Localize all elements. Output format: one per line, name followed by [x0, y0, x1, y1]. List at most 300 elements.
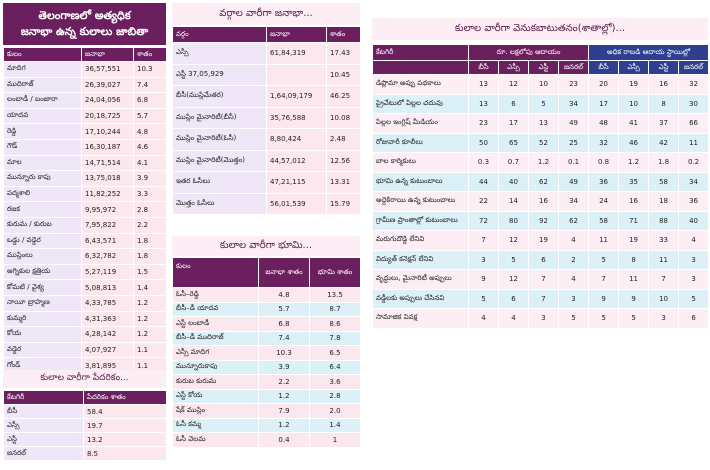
table-cell: 8.5 — [84, 447, 167, 461]
table-cell: 11,82,252 — [82, 186, 134, 202]
table-cell: జనరల్ — [4, 447, 84, 461]
table-cell: ముస్లిం మైనారిటీ(బీసీ) — [173, 107, 267, 129]
table-cell: 71 — [619, 211, 649, 231]
table-cell: 23 — [469, 114, 499, 134]
table-cell: 36 — [589, 172, 619, 192]
table-cell: షేక్ ముస్లిం — [173, 404, 259, 419]
table-cell: 12 — [499, 270, 529, 290]
land-panel — [172, 236, 360, 470]
table-row — [173, 375, 361, 390]
table-cell: 10.45 — [327, 64, 361, 86]
table-cell: 24,04,056 — [82, 93, 134, 109]
table-cell: 7.4 — [134, 77, 167, 93]
table-cell: మున్నూరు కాపు — [4, 171, 82, 187]
table-cell: 58.4 — [84, 405, 167, 419]
table-cell: 0.4 — [259, 433, 310, 448]
table-row — [373, 250, 709, 270]
table-cell: 4 — [559, 231, 589, 251]
table-cell: 5,08,813 — [82, 280, 134, 296]
table-cell: 4.6 — [134, 139, 167, 155]
table-cell: 12 — [499, 231, 529, 251]
table-cell — [267, 64, 327, 86]
table-cell: 11 — [619, 270, 649, 290]
table-row — [173, 360, 361, 375]
table-row — [373, 270, 709, 290]
table-cell: 19 — [619, 231, 649, 251]
table-row — [4, 249, 167, 265]
table-cell: 46 — [619, 133, 649, 153]
table-row — [4, 433, 167, 447]
table-cell: 1.2 — [134, 295, 167, 311]
table-cell: 7.9 — [259, 404, 310, 419]
table-row — [4, 77, 167, 93]
table-cell: కోయ — [4, 327, 82, 343]
table-cell: 6,32,782 — [82, 249, 134, 265]
table-cell: 4 — [499, 309, 529, 329]
table-cell: 49 — [559, 172, 589, 192]
table-cell: 3.6 — [310, 375, 361, 390]
table-cell: రోజువారీ కూలీలు — [373, 133, 469, 153]
table-cell: కురుబ కురుమ — [173, 375, 259, 390]
table-cell: 44 — [469, 172, 499, 192]
table-cell: 5 — [589, 250, 619, 270]
table-cell: 6,43,571 — [82, 233, 134, 249]
table-cell: 10.08 — [327, 107, 361, 129]
table-cell: 19 — [619, 75, 649, 95]
table-cell: 35 — [619, 172, 649, 192]
table-cell: ఎస్టీ కోయ — [173, 389, 259, 404]
table-cell: 25 — [559, 133, 589, 153]
table-cell: 62 — [529, 172, 559, 192]
table-cell: 12 — [499, 75, 529, 95]
table-row — [4, 280, 167, 296]
table-cell: 42 — [649, 133, 679, 153]
table-cell: ఓసీ కమ్మ — [173, 418, 259, 433]
table-cell: 1.2 — [259, 389, 310, 404]
table-row — [173, 302, 361, 317]
table-cell: 20,18,725 — [82, 108, 134, 124]
table-cell: 5 — [559, 309, 589, 329]
table-row — [373, 309, 709, 329]
table-cell: 40 — [499, 172, 529, 192]
table-cell: 13.2 — [84, 433, 167, 447]
table-cell: ఎస్సీ — [4, 419, 84, 433]
table-cell: ఎస్టీ 37,05,929 — [173, 64, 267, 86]
table-row — [4, 295, 167, 311]
table-cell: గోండ్ — [4, 358, 82, 374]
table-cell: 4.1 — [134, 155, 167, 171]
table-cell: 16 — [649, 75, 679, 95]
table-cell: 7 — [589, 270, 619, 290]
table-cell: 4,28,142 — [82, 327, 134, 343]
table-cell: 1.4 — [134, 280, 167, 296]
table-cell: గ్రామీణ ప్రాంతాల్లో కుటుంబాలు — [373, 211, 469, 231]
land-title: కులాల వారీగా భూమి... — [172, 236, 360, 256]
table-cell: 24 — [589, 192, 619, 212]
table-cell: 1.4 — [310, 418, 361, 433]
table-cell: ప్రైవేటులో పిల్లల చదువు — [373, 94, 469, 114]
table-cell: 4.8 — [134, 124, 167, 140]
table-cell: 2.48 — [327, 129, 361, 151]
table-cell: 18 — [649, 192, 679, 212]
table-cell: 66 — [679, 114, 709, 134]
column-subheader: జనరల్ — [679, 61, 709, 75]
table-cell: 8 — [649, 94, 679, 114]
table-cell: నాయీ బ్రాహ్మణ — [4, 295, 82, 311]
table-cell: కుమ్మరి — [4, 311, 82, 327]
table-cell: వృద్ధులు, మైనారిటీ అప్పులు — [373, 270, 469, 290]
column-header: జనాభా — [82, 48, 134, 62]
table-cell: 1.2 — [134, 327, 167, 343]
table-row — [4, 93, 167, 109]
table-cell: 34 — [559, 192, 589, 212]
table-cell: 14 — [499, 192, 529, 212]
column-subheader: జనరల్ — [559, 61, 589, 75]
table-cell: 13 — [469, 94, 499, 114]
table-cell: 32 — [679, 75, 709, 95]
table-cell: 1.5 — [134, 264, 167, 280]
table-cell: ఇతర ఓసీలు — [173, 172, 267, 194]
table-cell: 0.7 — [499, 153, 529, 173]
table-cell: బీసీ–డీ ముదిరాజ్ — [173, 331, 259, 346]
column-header: కులం — [173, 258, 259, 288]
table-cell: రెడ్డి — [4, 124, 82, 140]
column-subheader: బీసీ — [589, 61, 619, 75]
table-cell: పిల్లల ఇంగ్లిష్ మీడియం — [373, 114, 469, 134]
table-row — [373, 94, 709, 114]
table-row — [173, 404, 361, 419]
table-cell: 30 — [679, 94, 709, 114]
table-row — [4, 264, 167, 280]
table-cell: 0.3 — [469, 153, 499, 173]
column-subheader: ఎస్టీ — [529, 61, 559, 75]
table-cell: 58 — [649, 172, 679, 192]
table-cell: 5 — [529, 94, 559, 114]
table-cell: మొత్తం ఓసీలు — [173, 193, 267, 215]
table-cell: 44,57,012 — [267, 150, 327, 172]
table-cell: 10 — [649, 289, 679, 309]
table-cell: ఎస్సీ మాదిగ — [173, 346, 259, 361]
column-header: వర్గం — [173, 27, 267, 43]
table-cell: కురుమ / కురుబ — [4, 217, 82, 233]
table-cell: 6 — [499, 94, 529, 114]
table-cell: 1.2 — [619, 153, 649, 173]
table-cell: 16,30,187 — [82, 139, 134, 155]
table-cell: వడ్డెర — [4, 342, 82, 358]
column-header: కేటగిరీ — [4, 391, 84, 405]
table-cell: 11 — [589, 231, 619, 251]
table-cell: 1.8 — [649, 153, 679, 173]
table-cell: డిప్లొమా అప్పు పథకాలు — [373, 75, 469, 95]
table-row — [373, 133, 709, 153]
group-population-table — [172, 26, 361, 215]
table-cell: మరుగుదొడ్డి లేనివి — [373, 231, 469, 251]
table-cell: 9 — [619, 289, 649, 309]
table-cell: 0.8 — [589, 153, 619, 173]
table-cell: గౌడ్ — [4, 139, 82, 155]
table-cell: 37 — [649, 114, 679, 134]
caste-population-title: తెలంగాణలో అత్యధిక జనాభా ఉన్న కులాలు జాబితా — [3, 3, 166, 45]
table-cell: బీసీ — [4, 405, 84, 419]
table-row — [373, 153, 709, 173]
table-cell: 92 — [529, 211, 559, 231]
table-cell: 17.43 — [327, 43, 361, 65]
table-cell: 0.1 — [559, 153, 589, 173]
column-group-header: అధిక రాబడి ఆదాయ స్థాయిల్లో — [589, 45, 709, 61]
table-cell: కోమటి / వైశ్య — [4, 280, 82, 296]
table-row — [4, 342, 167, 358]
table-cell: 13 — [469, 75, 499, 95]
table-cell: 36,57,551 — [82, 62, 134, 78]
table-row — [173, 43, 361, 65]
table-cell: 6.8 — [259, 317, 310, 332]
table-cell: 88 — [649, 211, 679, 231]
table-cell: 50 — [469, 133, 499, 153]
table-cell: 3.9 — [134, 171, 167, 187]
table-row — [373, 75, 709, 95]
table-row — [373, 172, 709, 192]
table-cell: ముస్లిం మైనారిటీ(ఓసీ) — [173, 129, 267, 151]
table-row — [173, 317, 361, 332]
table-cell: బీసీ(ముస్లిమేతర) — [173, 86, 267, 108]
table-cell: 6 — [529, 250, 559, 270]
poverty-table — [3, 390, 167, 461]
table-cell: 8.6 — [310, 317, 361, 332]
table-cell: 13,75,018 — [82, 171, 134, 187]
table-cell: 34 — [559, 94, 589, 114]
table-cell: లంబాడీ / బంజారా — [4, 93, 82, 109]
table-cell: 12.56 — [327, 150, 361, 172]
table-cell: ముస్లిం మైనారిటీ(మొత్తం) — [173, 150, 267, 172]
table-cell: 65 — [499, 133, 529, 153]
table-cell: 20 — [589, 75, 619, 95]
table-row — [373, 211, 709, 231]
table-cell: 34 — [679, 172, 709, 192]
table-cell: 17 — [589, 94, 619, 114]
table-cell: 7,95,822 — [82, 217, 134, 233]
table-cell: 7.4 — [259, 331, 310, 346]
table-cell: 5 — [589, 309, 619, 329]
table-cell: 6.8 — [134, 93, 167, 109]
table-cell: 13.31 — [327, 172, 361, 194]
table-cell: 19 — [529, 231, 559, 251]
table-cell: 36 — [679, 192, 709, 212]
table-row — [173, 331, 361, 346]
table-cell: 10 — [619, 94, 649, 114]
table-row — [173, 193, 361, 215]
table-cell: ఒడ్డు / వడ్డెర — [4, 233, 82, 249]
table-cell: ఓసీ–రెడ్డి — [173, 288, 259, 303]
table-cell: 2.2 — [259, 375, 310, 390]
table-row — [173, 129, 361, 151]
table-row — [4, 217, 167, 233]
table-cell: 3.9 — [259, 360, 310, 375]
table-cell: ముస్లింలు — [4, 249, 82, 265]
table-cell: 2 — [559, 250, 589, 270]
table-row — [4, 202, 167, 218]
table-row — [4, 186, 167, 202]
table-row — [373, 114, 709, 134]
column-header: జనాభా శాతం — [259, 258, 310, 288]
column-header — [373, 61, 469, 75]
table-row — [4, 139, 167, 155]
table-cell: 7.8 — [310, 331, 361, 346]
table-cell: 2.2 — [134, 217, 167, 233]
table-cell: సామాజిక వివక్ష — [373, 309, 469, 329]
group-population-title: వర్గాల వారీగా జనాభా... — [172, 3, 360, 25]
group-population-panel — [172, 3, 360, 228]
column-subheader: బీసీ — [469, 61, 499, 75]
table-cell: 10 — [529, 75, 559, 95]
caste-population-panel — [3, 3, 166, 370]
table-cell: 3 — [559, 289, 589, 309]
table-cell: ఎస్సీ — [173, 43, 267, 65]
table-cell: 13 — [529, 114, 559, 134]
table-cell: 7 — [529, 289, 559, 309]
table-cell: 7 — [529, 270, 559, 290]
table-cell: మాదిగ — [4, 62, 82, 78]
table-cell: 1.2 — [529, 153, 559, 173]
table-row — [4, 327, 167, 343]
backwardness-title: కులాల వారీగా వెనుకబాటుతనం(శాతాల్లో)... — [372, 18, 708, 40]
table-cell: 80 — [499, 211, 529, 231]
table-cell: 8,80,424 — [267, 129, 327, 151]
table-cell: ఎస్టీ లంబాడీ — [173, 317, 259, 332]
table-cell: 4 — [679, 231, 709, 251]
table-cell: 58 — [589, 211, 619, 231]
table-row — [173, 86, 361, 108]
table-cell: 1 — [310, 433, 361, 448]
table-cell: విద్యుత్ కనెక్షన్ లేనివి — [373, 250, 469, 270]
column-group-header: రూ. లక్షలోపు ఆదాయం — [469, 45, 589, 61]
table-cell: 5 — [469, 289, 499, 309]
table-cell: 3,81,895 — [82, 358, 134, 374]
table-cell: 4 — [469, 309, 499, 329]
table-cell: 72 — [469, 211, 499, 231]
table-cell: 1,64,09,179 — [267, 86, 327, 108]
table-cell: 16 — [529, 192, 559, 212]
column-subheader: ఎస్సీ — [499, 61, 529, 75]
table-cell: 1.8 — [134, 249, 167, 265]
table-cell: 62 — [559, 211, 589, 231]
table-cell: ఓసీ వెలమ — [173, 433, 259, 448]
table-cell: పద్మశాలి — [4, 186, 82, 202]
column-subheader: ఎస్సీ — [619, 61, 649, 75]
table-cell: 1.2 — [259, 418, 310, 433]
table-cell: 33 — [649, 231, 679, 251]
land-table — [172, 257, 361, 448]
table-cell: 6 — [679, 309, 709, 329]
caste-population-table — [3, 47, 167, 374]
table-row — [4, 447, 167, 461]
table-cell: 11 — [649, 250, 679, 270]
table-cell: వడ్డీలకు అప్పులు చేసినవి — [373, 289, 469, 309]
table-row — [4, 311, 167, 327]
table-cell: 1.1 — [134, 342, 167, 358]
table-cell: 2.8 — [310, 389, 361, 404]
table-cell: 26,39,027 — [82, 77, 134, 93]
table-cell: 49 — [559, 114, 589, 134]
table-row — [173, 150, 361, 172]
table-row — [4, 124, 167, 140]
table-cell: భూమి ఉన్న కుటుంబాలు — [373, 172, 469, 192]
table-cell: 3 — [649, 309, 679, 329]
table-cell: రజక — [4, 202, 82, 218]
poverty-title: కులాల వారీగా పేదరికం... — [3, 370, 166, 388]
table-row — [4, 233, 167, 249]
table-row — [173, 172, 361, 194]
table-row — [4, 405, 167, 419]
table-cell: 32 — [589, 133, 619, 153]
table-cell: 40 — [679, 211, 709, 231]
column-header: కేటగిరీ — [373, 45, 469, 61]
column-header: జనాభా — [267, 27, 327, 43]
column-header: కులం — [4, 48, 82, 62]
table-cell: 13.5 — [310, 288, 361, 303]
table-cell: 6.4 — [310, 360, 361, 375]
table-cell: 4 — [559, 270, 589, 290]
table-cell: ఎస్టీ — [4, 433, 84, 447]
table-cell: 4,33,785 — [82, 295, 134, 311]
table-row — [173, 346, 361, 361]
table-cell: ముదిరాజ్ — [4, 77, 82, 93]
table-cell: 8 — [619, 250, 649, 270]
table-row — [173, 418, 361, 433]
table-row — [173, 64, 361, 86]
table-cell: 5,27,119 — [82, 264, 134, 280]
table-cell: మాల — [4, 155, 82, 171]
table-cell: 9 — [589, 289, 619, 309]
table-cell: 1.8 — [134, 233, 167, 249]
table-cell: 4,07,927 — [82, 342, 134, 358]
table-cell: 23 — [559, 75, 589, 95]
table-cell: బాల కార్మికులు — [373, 153, 469, 173]
table-cell: 8.7 — [310, 302, 361, 317]
table-cell: 5 — [499, 250, 529, 270]
table-cell: 19.7 — [84, 419, 167, 433]
table-cell: 2.0 — [310, 404, 361, 419]
column-header: పేదరికం శాతం — [84, 391, 167, 405]
table-cell: 3 — [469, 250, 499, 270]
table-cell: 3 — [529, 309, 559, 329]
table-cell: 5.7 — [134, 108, 167, 124]
table-cell: 9,95,972 — [82, 202, 134, 218]
table-cell: 56,01,539 — [267, 193, 327, 215]
table-cell: 5 — [679, 289, 709, 309]
table-cell: 6.5 — [310, 346, 361, 361]
table-cell: మున్నూరుకాపు — [173, 360, 259, 375]
table-cell: 9 — [469, 270, 499, 290]
table-cell: 5 — [619, 309, 649, 329]
table-cell: 47,21,115 — [267, 172, 327, 194]
table-cell: 4.8 — [259, 288, 310, 303]
column-header: భూమి శాతం — [310, 258, 361, 288]
poverty-panel — [3, 370, 166, 470]
table-row — [173, 107, 361, 129]
table-cell: 11 — [679, 133, 709, 153]
table-cell: 17 — [499, 114, 529, 134]
table-cell: 0.2 — [679, 153, 709, 173]
table-cell: అద్దెకిరాయి ఉన్న కుటుంబాలు — [373, 192, 469, 212]
column-subheader: ఎస్టీ — [649, 61, 679, 75]
table-cell: 3 — [679, 250, 709, 270]
table-cell: 17,10,244 — [82, 124, 134, 140]
table-cell: 6 — [499, 289, 529, 309]
table-cell: 3.3 — [134, 186, 167, 202]
table-row — [373, 192, 709, 212]
table-cell: బీసీ–డీ యాదవ — [173, 302, 259, 317]
table-row — [4, 171, 167, 187]
